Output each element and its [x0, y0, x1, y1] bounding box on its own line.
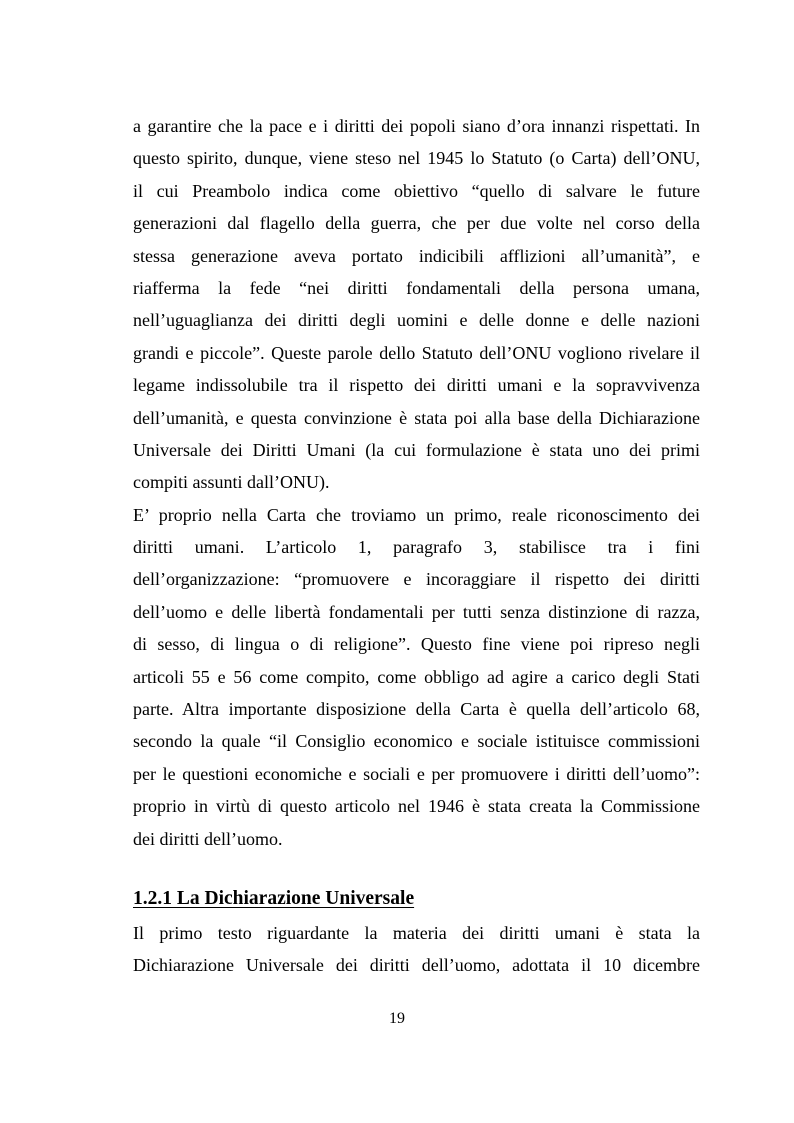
text-line: diritti umani. L’articolo 1, paragrafo 3, stabilisce tra i fini [133, 537, 700, 558]
paragraph [133, 917, 700, 982]
text-line: di sesso, di lingua o di religione”. Questo fine viene poi ripreso negli [133, 634, 700, 655]
text-line: articoli 55 e 56 come compito, come obbligo ad agire a carico degli Stati [133, 666, 700, 687]
text-line: stessa generazione aveva portato indicibili afflizioni all’umanità”, e [133, 245, 700, 266]
text-line: Universale dei Diritti Umani (la cui formulazione è stata uno dei primi [133, 439, 700, 460]
paragraph [133, 110, 700, 499]
text-line: nell’uguaglianza dei diritti degli uomini e delle donne e delle nazioni [133, 310, 700, 331]
text-line: secondo la quale “il Consiglio economico e sociale istituisce commissioni [133, 731, 700, 752]
paragraph [133, 499, 700, 855]
text-line: dei diritti dell’uomo. [133, 828, 283, 849]
text-line: dell’umanità, e questa convinzione è stata poi alla base della Dichiarazione [133, 407, 700, 428]
body-text [133, 917, 700, 982]
text-line: il cui Preambolo indica come obiettivo “quello di salvare le future [133, 180, 700, 201]
text-line: compiti assunti dall’ONU). [133, 472, 330, 493]
text-line: parte. Altra importante disposizione della Carta è quella dell’articolo 68, [133, 699, 700, 720]
text-line: a garantire che la pace e i diritti dei popoli siano d’ora innanzi rispettati. In [133, 116, 700, 136]
text-line: grandi e piccole”. Queste parole dello Statuto dell’ONU vogliono rivelare il [133, 342, 700, 363]
text-line: questo spirito, dunque, viene steso nel 1945 lo Statuto (o Carta) dell’ONU, [133, 148, 700, 169]
text-line: dell’organizzazione: “promuovere e incoraggiare il rispetto dei diritti [133, 569, 700, 590]
section-heading: 1.2.1 La Dichiarazione Universale [133, 888, 415, 909]
text-line: Il primo testo riguardante la materia dei diritti umani è stata la [133, 923, 700, 943]
text-line: Dichiarazione Universale dei diritti dell’uomo, adottata il 10 dicembre [133, 955, 700, 976]
text-line: legame indissolubile tra il rispetto dei diritti umani e la sopravvivenza [133, 375, 700, 396]
page-number: 19 [389, 1010, 405, 1027]
text-line: per le questioni economiche e sociali e per promuovere i diritti dell’uomo”: [133, 763, 700, 784]
text-line: dell’uomo e delle libertà fondamentali per tutti senza distinzione di razza, [133, 601, 700, 622]
body-text [133, 110, 700, 855]
text-line: E’ proprio nella Carta che troviamo un primo, reale riconoscimento dei [133, 504, 700, 525]
text-line: riafferma la fede “nei diritti fondamentali della persona umana, [133, 277, 700, 298]
text-line: proprio in virtù di questo articolo nel 1946 è stata creata la Commissione [133, 796, 700, 817]
text-line: generazioni dal flagello della guerra, che per due volte nel corso della [133, 213, 700, 234]
